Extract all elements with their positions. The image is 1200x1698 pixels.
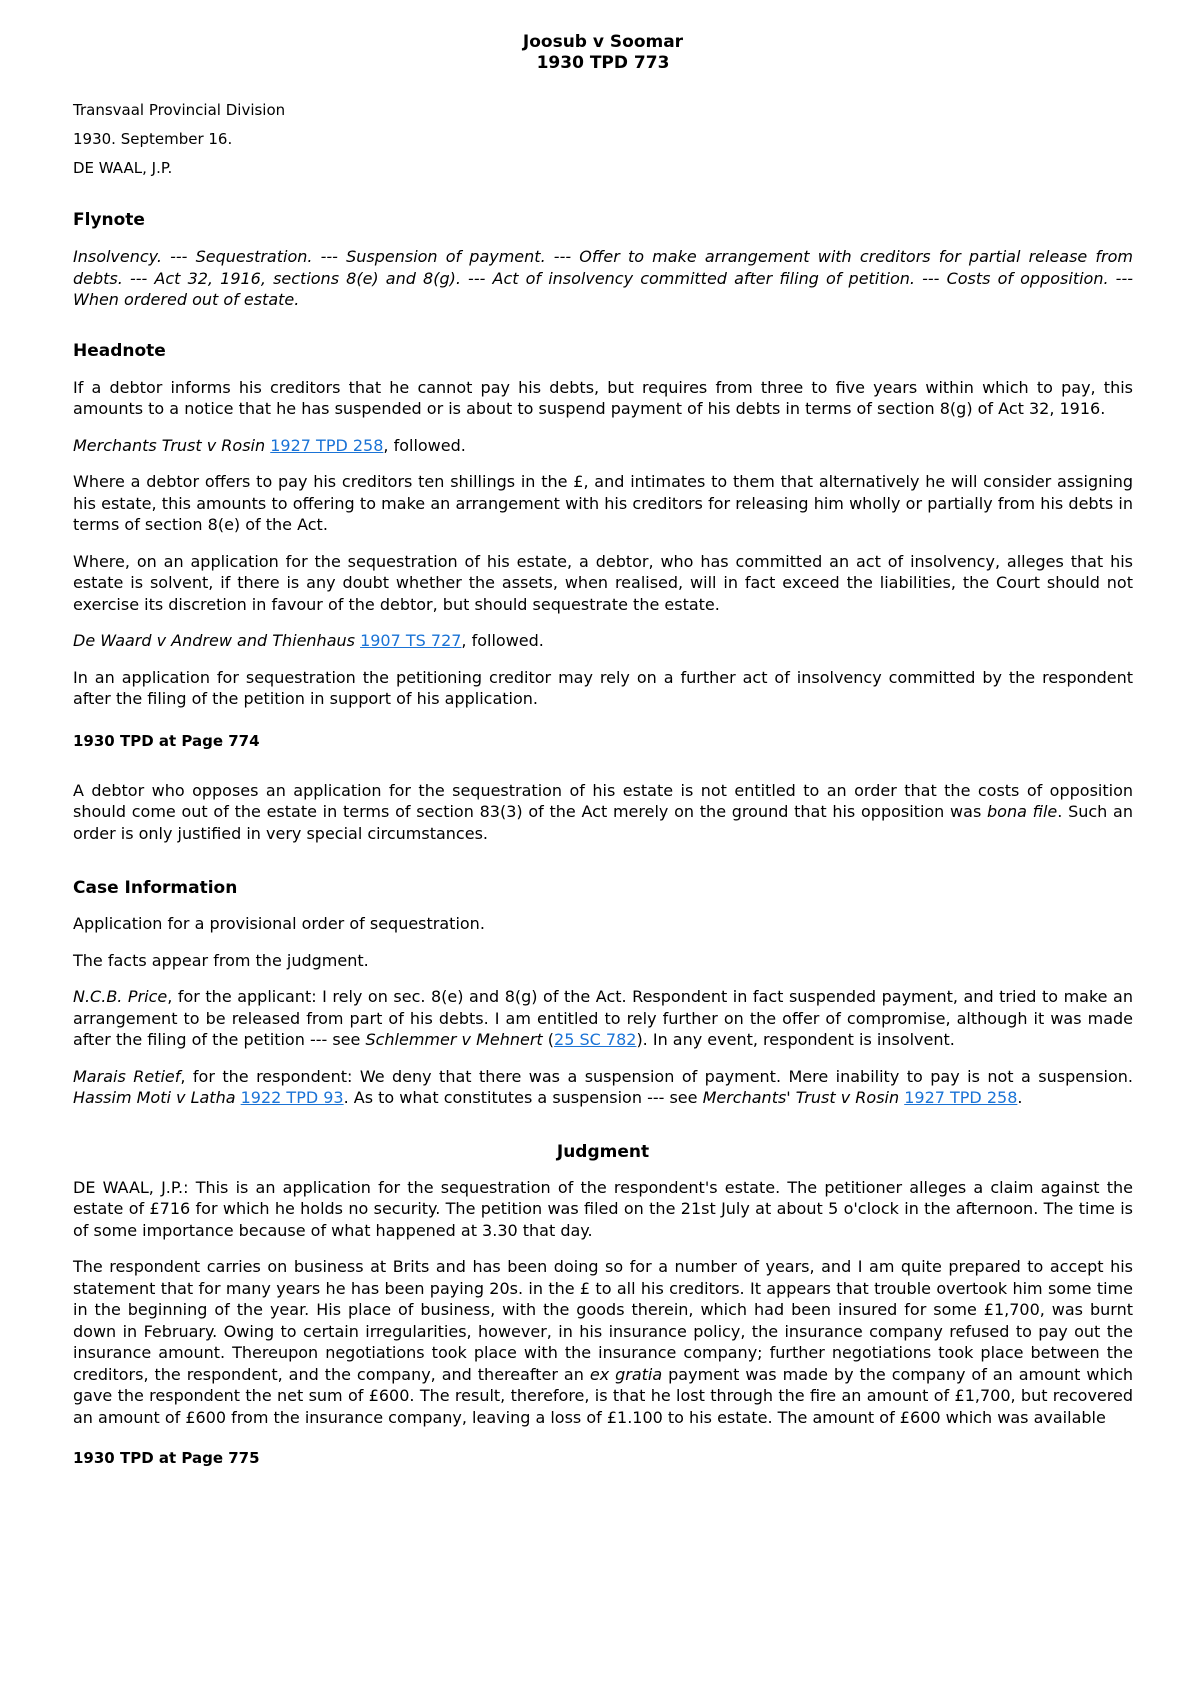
- citation-link[interactable]: 1927 TPD 258: [904, 1088, 1018, 1107]
- citation-link[interactable]: 1922 TPD 93: [240, 1088, 344, 1107]
- headnote-paragraph: [73, 780, 1133, 845]
- headnote-citation: [73, 630, 1133, 652]
- cited-case: Schlemmer v Mehnert: [365, 1030, 543, 1049]
- counsel-argument-respondent: [73, 1066, 1133, 1109]
- judgment-paragraph: DE WAAL, J.P.: This is an application for the sequestration of the respondent's estate. The petitioner alleges a claim against the estate of £716 for which he holds no security. The petition was filed on the 21st July at about 5 o'clock in the afternoon. The time is of some importance because of what happened at 3.30 that day.: [73, 1177, 1133, 1240]
- headnote-citation: [73, 435, 1133, 457]
- page-marker: 1930 TPD at Page 775: [73, 1449, 260, 1467]
- citation-link[interactable]: 25 SC 782: [554, 1030, 637, 1049]
- text-run: ). In any event, respondent is insolvent.: [636, 1030, 955, 1049]
- italic-term: ex gratia: [589, 1364, 663, 1384]
- italic-term: bona file: [987, 802, 1058, 821]
- citation-suffix: , followed.: [383, 435, 466, 455]
- citation-link[interactable]: 1907 TS 727: [360, 631, 462, 650]
- text-run: , for the applicant: I rely on sec. 8(e) and 8(g) of the Act. Respondent in fact suspended payment, and tried to make an arrangement to be released from part of his debts. I am entitled to rely further on the offer of compromise, although it was made after the filing of the petition --- see: [73, 987, 1133, 1049]
- text-run: , for the respondent: We deny that there was a suspension of payment. Mere inability to pay is not a suspension.: [180, 1066, 1134, 1086]
- text-run: The respondent carries on business at Brits and has been doing so for a number of years, and I am quite prepared to accept his statement that for many years he has been paying 20s. in the £ to all his creditors. It appears that trouble overtook him some time in the beginning of the year. His place of business, with the goods therein, which had been insured for some £1,700, was burnt down in February. Owing to certain irregularities, however, in his insurance policy, the insurance company refused to pay out the insurance amount. Thereupon negotiations took place with the insurance company; further negotiations took place between the creditors, the respondent, and the company, and thereafter an: [73, 1257, 1133, 1384]
- text-run: payment was made by the company of an amount which gave the respondent the net sum of £600. The result, therefore, is that he lost through the fire an amount of £1,700, but recovered an amount of £600 from the insurance company, leaving a loss of £1.100 to his estate. The amount of £600 which was available: [73, 1364, 1134, 1427]
- headnote-paragraph: Where, on an application for the sequestration of his estate, a debtor, who has committed an act of insolvency, alleges that his estate is solvent, if there is any doubt whether the assets, when realised, will in fact exceed the liabilities, the Court should not exercise its discretion in favour of the debtor, but should sequestrate the estate.: [73, 551, 1133, 614]
- headnote-paragraph: Where a debtor offers to pay his creditors ten shillings in the £, and intimates to them that alternatively he will consider assigning his estate, this amounts to offering to make an arrangement with his creditors for releasing him wholly or partially from his debts in terms of section 8(e) of the Act.: [73, 472, 1133, 534]
- document-page: [73, 0, 1133, 1467]
- court-name: Transvaal Provincial Division: [73, 101, 286, 119]
- text-run: .: [1017, 1088, 1023, 1107]
- headnote-paragraph: In an application for sequestration the petitioning creditor may rely on a further act of insolvency committed by the respondent after the filing of the petition in support of his application.: [73, 667, 1133, 708]
- cited-case: Merchants Trust v Rosin: [73, 435, 266, 455]
- headnote-paragraph: If a debtor informs his creditors that he cannot pay his debts, but requires from three to five years within which to pay, this amounts to a notice that he has suspended or is about to suspend payment of his debts in terms of section 8(g) of Act 32, 1916.: [73, 377, 1133, 418]
- judgment-heading: Judgment: [556, 1141, 650, 1162]
- case-name: Joosub v Soomar: [522, 32, 684, 52]
- headnote-heading: Headnote: [73, 340, 166, 361]
- page-marker: 1930 TPD at Page 774: [73, 731, 260, 750]
- counsel-argument-applicant: [73, 986, 1133, 1051]
- counsel-name: Marais Retief: [73, 1066, 181, 1086]
- case-info-paragraph: The facts appear from the judgment.: [73, 950, 369, 970]
- case-citation: 1930 TPD 773: [536, 53, 670, 73]
- flynote-text: Insolvency. --- Sequestration. --- Suspension of payment. --- Offer to make arrangement with creditors for partial release from debts. --- Act 32, 1916, sections 8(e) and 8(g). --- Act of insolvency committed after filing of petition. --- Costs of opposition. --- When ordered out of estate.: [73, 247, 1133, 309]
- flynote-heading: Flynote: [73, 210, 145, 230]
- cited-case: Merchants' Trust v Rosin: [702, 1088, 900, 1107]
- judgment-paragraph: [73, 1256, 1133, 1428]
- cited-case: De Waard v Andrew and Thienhaus: [73, 631, 355, 650]
- case-info-paragraph: Application for a provisional order of sequestration.: [73, 914, 485, 933]
- citation-suffix: , followed.: [461, 631, 544, 650]
- text-run: . As to what constitutes a suspension --- see: [343, 1088, 703, 1107]
- citation-link[interactable]: 1927 TPD 258: [270, 435, 384, 455]
- case-information-heading: Case Information: [73, 878, 238, 898]
- text-run: . Such an order is only justified in very special circumstances.: [73, 802, 1133, 843]
- judgment-date: 1930. September 16.: [73, 130, 233, 148]
- text-run: A debtor who opposes an application for the sequestration of his estate is not entitled to an order that the costs of opposition should come out of the estate in terms of section 83(3) of the Act merely on the ground that his opposition was: [73, 780, 1133, 821]
- cited-case: Hassim Moti v Latha: [73, 1088, 236, 1107]
- document-title: [73, 32, 1133, 74]
- judge-name: DE WAAL, J.P.: [73, 159, 173, 177]
- counsel-name: N.C.B. Price: [73, 987, 168, 1006]
- text-run: (: [542, 1030, 555, 1049]
